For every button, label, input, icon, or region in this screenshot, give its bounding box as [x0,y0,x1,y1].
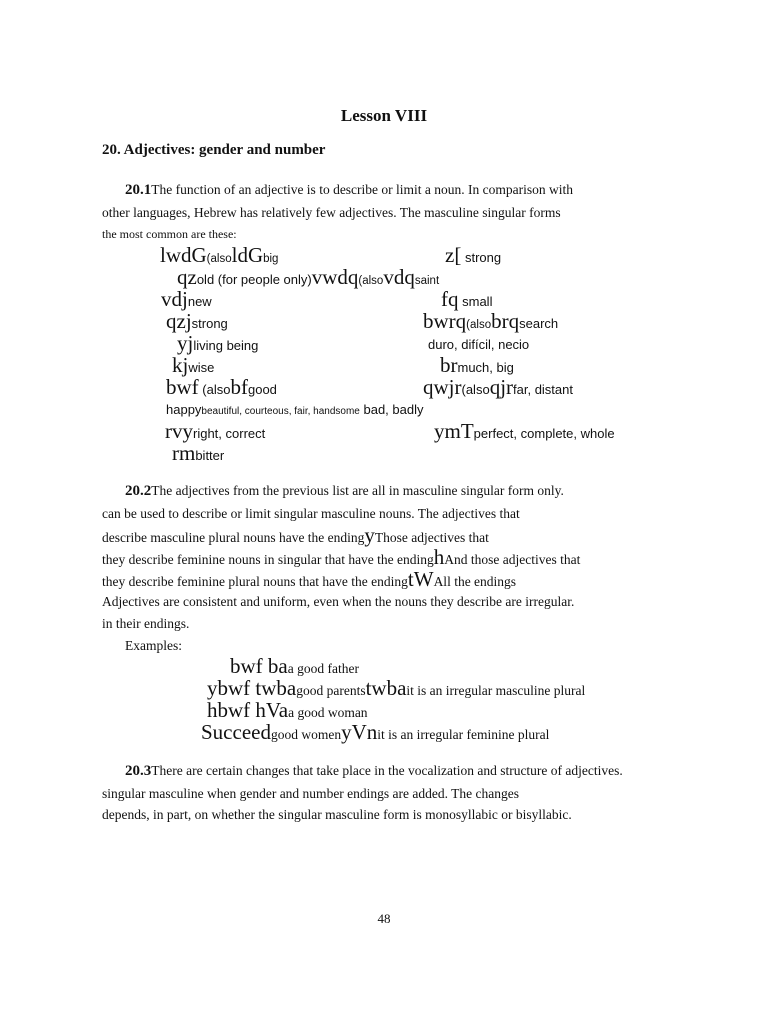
vocab-item-much-big: brmuch, big [440,353,514,377]
vocab-item-new: vdjnew [161,287,212,311]
paragraph-20-2-line-7: in their endings. [102,616,190,631]
lesson-title: Lesson VIII [340,106,428,125]
vocab-item-old-saint: qzold (for people only)vwdq(alsovdqsaint [177,265,440,289]
vocab-item-wise: kjwise [172,353,215,377]
page-number: 48 [377,911,391,926]
vocab-item-search: bwrq(alsobrqsearch [423,309,559,333]
example-good-woman: hbwf hVaa good woman [207,698,368,722]
examples-label: Examples: [125,638,182,653]
paragraph-20-3-line-2: singular masculine when gender and number endings are added. The changes [102,786,519,801]
paragraph-20-2-line-4: they describe feminine nouns in singular that have the endinghAnd those adjectives that [102,545,581,569]
paragraph-20-2-line-6: Adjectives are consistent and uniform, even when the nouns they describe are irregular. [102,594,575,609]
vocab-item-big: lwdG(alsoldGbig [160,243,279,267]
vocab-item-bitter: rmbitter [172,441,225,465]
example-good-parents: ybwf twbagood parentstwbait is an irregular masculine plural [207,676,586,700]
paragraph-number: 20.3 [125,763,152,779]
vocab-item-beautiful-bad: happybeautiful, courteous, fair, handsome bad, badly [166,402,424,417]
vocab-item-far: qwjr(alsoqjrfar, distant [423,375,573,399]
paragraph-20-3-line-1: 20.3There are certain changes that take place in the vocalization and structure of adjectives. [125,763,623,779]
paragraph-20-1-line-1: 20.1The function of an adjective is to describe or limit a noun. In comparison with [125,182,574,198]
paragraph-20-3-line-3: depends, in part, on whether the singular masculine form is monosyllabic or bisyllabic. [102,807,572,822]
vocab-item-perfect: ymTperfect, complete, whole [434,419,615,443]
paragraph-20-1-line-3: the most common are these: [102,227,237,241]
paragraph-20-2-line-3: describe masculine plural nouns have the endingyThose adjectives that [102,523,489,547]
vocab-item-strong-2: qzjstrong [166,309,228,333]
paragraph-number: 20.1 [125,182,152,198]
vocab-item-good: bwf (alsobfgood [166,375,277,399]
vocab-item-small: fq small [441,287,493,311]
paragraph-number: 20.2 [125,483,152,499]
paragraph-20-1-line-2: other languages, Hebrew has relatively few adjectives. The masculine singular forms [102,205,561,220]
paragraph-20-2-line-2: can be used to describe or limit singular masculine nouns. The adjectives that [102,506,520,521]
example-good-father: bwf baa good father [230,654,359,678]
vocab-item-living-being: yjliving being [177,331,259,355]
example-good-women: Succeedgood womenyVnit is an irregular feminine plural [201,720,550,744]
vocab-item-duro: duro, difícil, necio [428,337,530,352]
section-heading: 20. Adjectives: gender and number [102,142,326,158]
vocab-item-strong-1: z[ strong [445,243,502,267]
vocab-item-right: rvyright, correct [165,419,266,443]
paragraph-20-2-line-1: 20.2The adjectives from the previous list are all in masculine singular form only. [125,483,564,499]
paragraph-20-2-line-5: they describe feminine plural nouns that have the endingtWAll the endings [102,567,517,591]
